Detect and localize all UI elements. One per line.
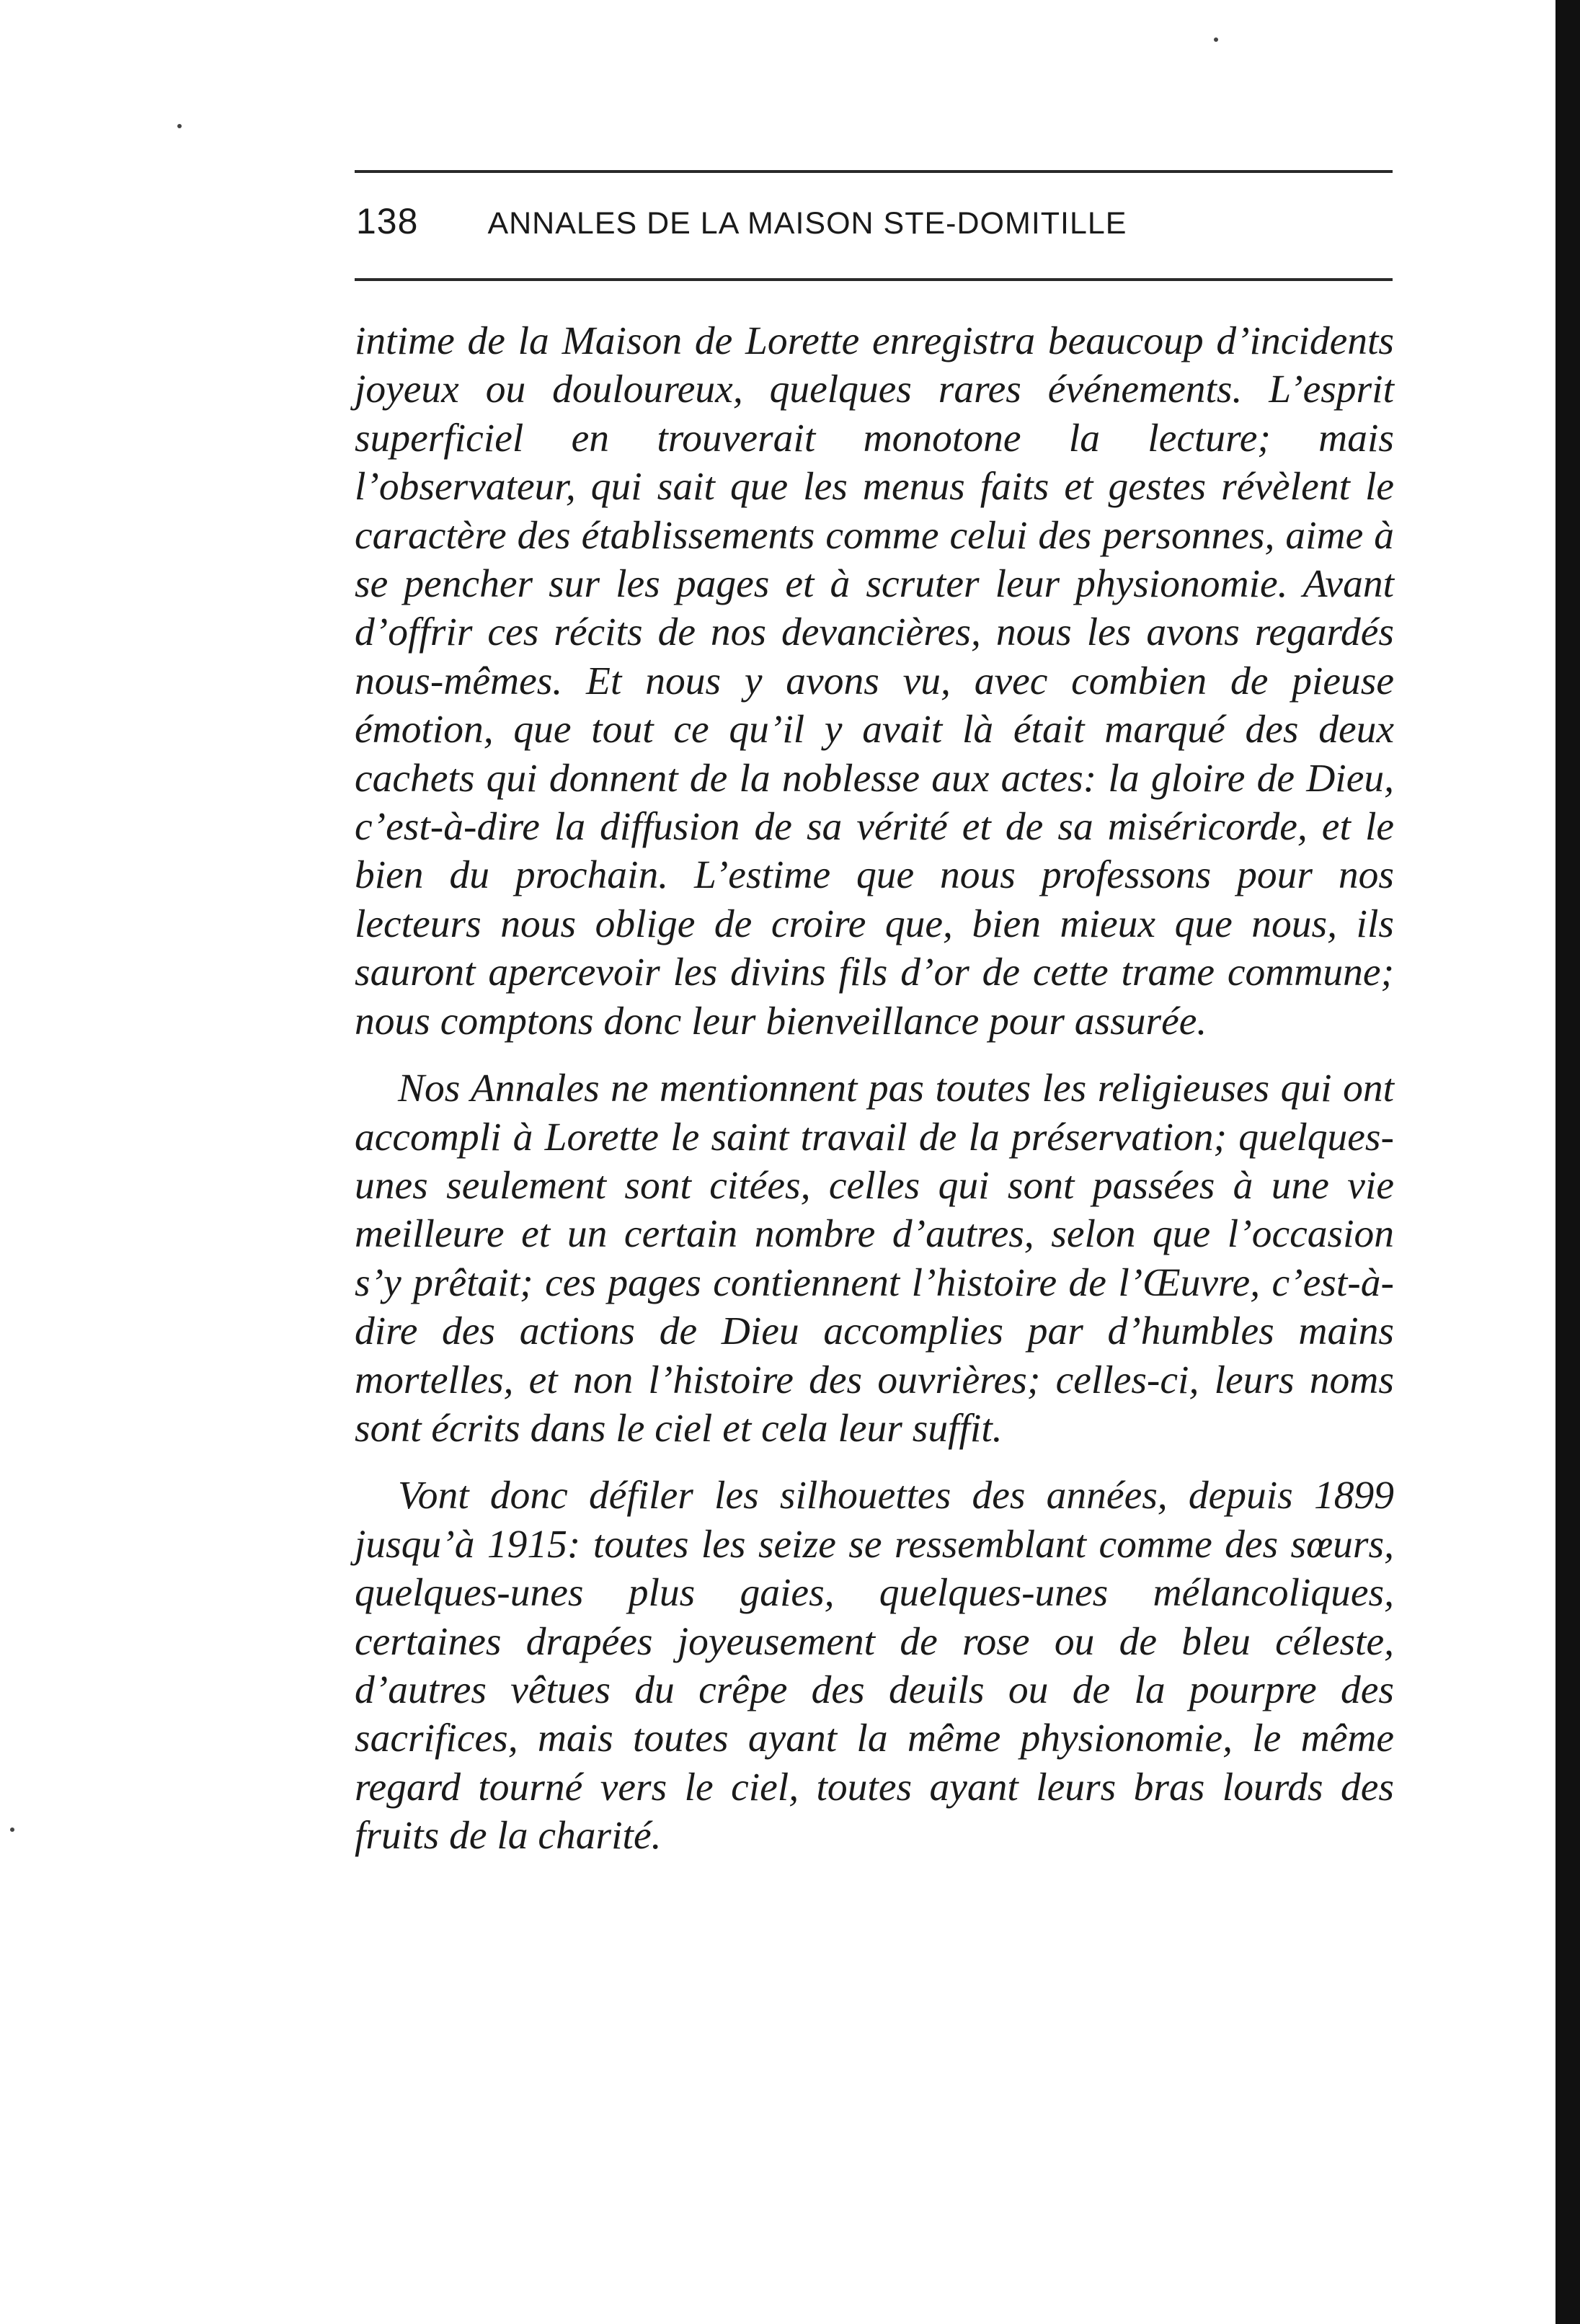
body-text bbox=[355, 317, 1394, 1879]
scan-speck bbox=[177, 124, 182, 128]
paragraph-2: Nos Annales ne mentionnent pas toutes les religieuses qui ont accompli à Lorette le saint travail de la préservation; quelques-unes seulement sont citées, celles qui sont passées à une vie meilleure et un certain nombre d’autres, selon que l’occasion s’y prêtait; ces pages contiennent l’histoire de l’Œuvre, c’est-à-dire des actions de Dieu accomplies par d’humbles mains mortelles, et non l’histoire des ouvrières; celles-ci, leurs noms sont écrits dans le ciel et cela leur suffit. bbox=[355, 1067, 1394, 1451]
running-head bbox=[356, 200, 1394, 258]
scan-speck bbox=[10, 1827, 14, 1832]
header-rule-top bbox=[355, 170, 1393, 173]
scan-page-edge bbox=[1555, 0, 1580, 2324]
header-rule-bottom bbox=[355, 278, 1393, 281]
running-title: ANNALES DE LA MAISON STE-DOMITILLE bbox=[487, 206, 1127, 241]
scan-speck bbox=[1214, 37, 1218, 42]
paragraph-1: intime de la Maison de Lorette enregistra beaucoup d’incidents joyeux ou douloureux, quelques rares événements. L’esprit superficiel en trouverait monotone la lecture; mais l’observateur, qui sait que les menus faits et gestes révèlent le caractère des établissements comme celui des personnes, aime à se pencher sur les pages et à scruter leur physionomie. Avant d’offrir ces récits de nos devancières, nous les avons regardés nous-mêmes. Et nous y avons vu, avec combien de pieuse émotion, que tout ce qu’il y avait là était marqué des deux cachets qui donnent de la noblesse aux actes: la gloire de Dieu, c’est-à-dire la diffusion de sa vérité et de sa miséricorde, et le bien du prochain. L’estime que nous professons pour nos lecteurs nous oblige de croire que, bien mieux que nous, ils sauront apercevoir les divins fils d’or de cette trame commune; nous comptons donc leur bienveillance pour assurée. bbox=[355, 319, 1394, 1043]
paragraph-3: Vont donc défiler les silhouettes des années, depuis 1899 jusqu’à 1915: toutes les seize se ressemblant comme des sœurs, quelques-unes plus gaies, quelques-unes mélancoliques, certaines drapées joyeusement de rose ou de bleu céleste, d’autres vêtues du crêpe des deuils ou de la pourpre des sacrifices, mais toutes ayant la même physionomie, le même regard tourné vers le ciel, toutes ayant leurs bras lourds des fruits de la charité. bbox=[355, 1474, 1394, 1858]
page-number: 138 bbox=[356, 201, 419, 241]
